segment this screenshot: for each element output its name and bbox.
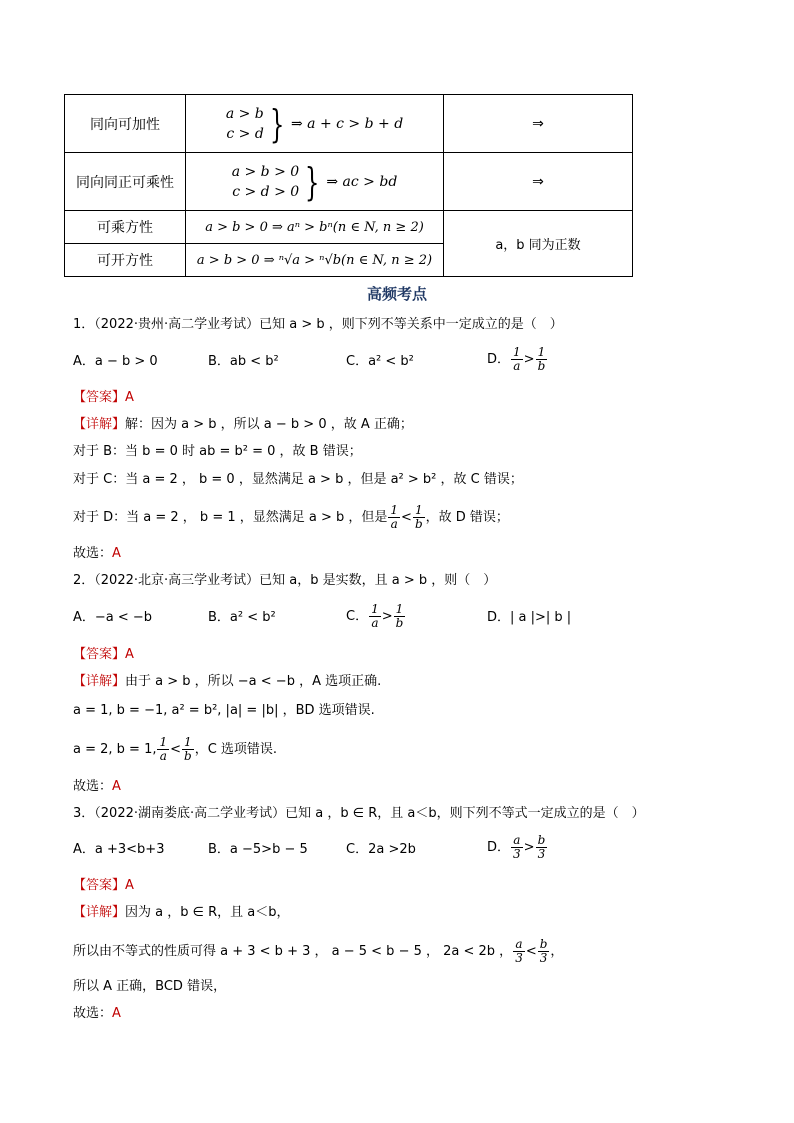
q2-option-d: D．| a |>| b | — [487, 610, 572, 625]
q3-detail-2: 所以由不等式的性质可得 a + 3 < b + 3 ， a − 5 < b − 5 ， 2a < 2b ， $\frac{a}{3}$ < $\frac{b}{3}$ ， — [73, 937, 564, 965]
q1-option-a: A．a − b > 0 — [73, 354, 158, 369]
q1-answer: 【答案】A — [73, 390, 134, 405]
q2-answer: 【答案】A — [73, 647, 134, 662]
q1-option-c: C．a² < b² — [346, 354, 414, 369]
q2-stem: 2．（2022·北京·高三学业考试）已知 a，b 是实数，且 a > b ，则（ ） — [73, 573, 497, 588]
q2-option-c: C． $\frac{1}{a}$ > $\frac{1}{b}$ — [346, 602, 404, 630]
q3-answer: 【答案】A — [73, 878, 134, 893]
q1-detail-1: 【详解】解：因为 a > b ，所以 a − b > 0 ，故 A 正确； — [73, 417, 413, 432]
q3-detail-3: 所以 A 正确，BCD 错误， — [73, 979, 227, 994]
q1-option-d: D． $\frac{1}{a}$ > $\frac{1}{b}$ — [487, 345, 546, 373]
q3-option-d: D． $\frac{a}{3}$ > $\frac{b}{3}$ — [487, 833, 546, 861]
q1-choose: 故选：A — [73, 546, 121, 561]
q2-detail-3: a = 2, b = 1, $\frac{1}{a}$ < $\frac{1}{b}$ ，C 选项错误. — [73, 735, 278, 763]
q3-stem: 3．（2022·湖南娄底·高二学业考试）已知 a ，b ∈ R，且 a＜b，则下列不等式一定成立的是（ ） — [73, 806, 645, 821]
prop-arrow-multiplicative: ⇒ — [444, 153, 633, 211]
q2-detail-1: 【详解】由于 a > b ，所以 −a < −b ，A 选项正确. — [73, 674, 382, 689]
prop-formula-root: a > b > 0 ⇒ ⁿ√a > ⁿ√b(n ∈ N, n ≥ 2) — [186, 244, 444, 277]
prop-condition-positive: a，b 同为正数 — [444, 211, 633, 277]
q1-stem: 1．（2022·贵州·高二学业考试）已知 a > b ，则下列不等关系中一定成立的是（ ） — [73, 317, 563, 332]
q3-option-b: B．a −5>b − 5 — [208, 842, 308, 857]
prop-name-root: 可开方性 — [65, 244, 186, 277]
q1-detail-2: 对于 B：当 b = 0 时 ab = b² = 0 ，故 B 错误； — [73, 444, 362, 459]
section-title: 高频考点 — [366, 285, 427, 303]
prop-name-multiplicative: 同向同正可乘性 — [65, 153, 186, 211]
q2-option-a: A．−a < −b — [73, 610, 153, 625]
q3-option-c: C．2a >2b — [346, 842, 416, 857]
prop-formula-multiplicative: a > b > 0 c > d > 0 } ⇒ ac > bd — [186, 153, 444, 211]
q2-detail-2: a = 1, b = −1, a² = b², |a| = |b| ，BD 选项错误. — [73, 703, 375, 718]
q1-detail-4: 对于 D：当 a = 2 ， b = 1 ，显然满足 a > b ，但是 $\frac{1}{a}$ < $\frac{1}{b}$ ，故 D 错误； — [73, 503, 509, 531]
q3-option-a: A．a +3<b+3 — [73, 842, 165, 857]
prop-arrow-additive: ⇒ — [444, 95, 633, 153]
q2-option-b: B．a² < b² — [208, 610, 276, 625]
q3-choose: 故选：A — [73, 1006, 121, 1021]
prop-name-additive: 同向可加性 — [65, 95, 186, 153]
properties-table — [64, 94, 633, 277]
q2-choose: 故选：A — [73, 779, 121, 794]
q1-detail-3: 对于 C：当 a = 2 ， b = 0 ，显然满足 a > b ，但是 a² > b² ，故 C 错误； — [73, 472, 523, 487]
q1-option-b: B．ab < b² — [208, 354, 279, 369]
prop-formula-additive: a > b c > d } ⇒ a + c > b + d — [186, 95, 444, 153]
q3-detail-1: 【详解】因为 a ，b ∈ R，且 a＜b， — [73, 905, 290, 920]
prop-formula-power: a > b > 0 ⇒ aⁿ > bⁿ(n ∈ N, n ≥ 2) — [186, 211, 444, 244]
prop-name-power: 可乘方性 — [65, 211, 186, 244]
